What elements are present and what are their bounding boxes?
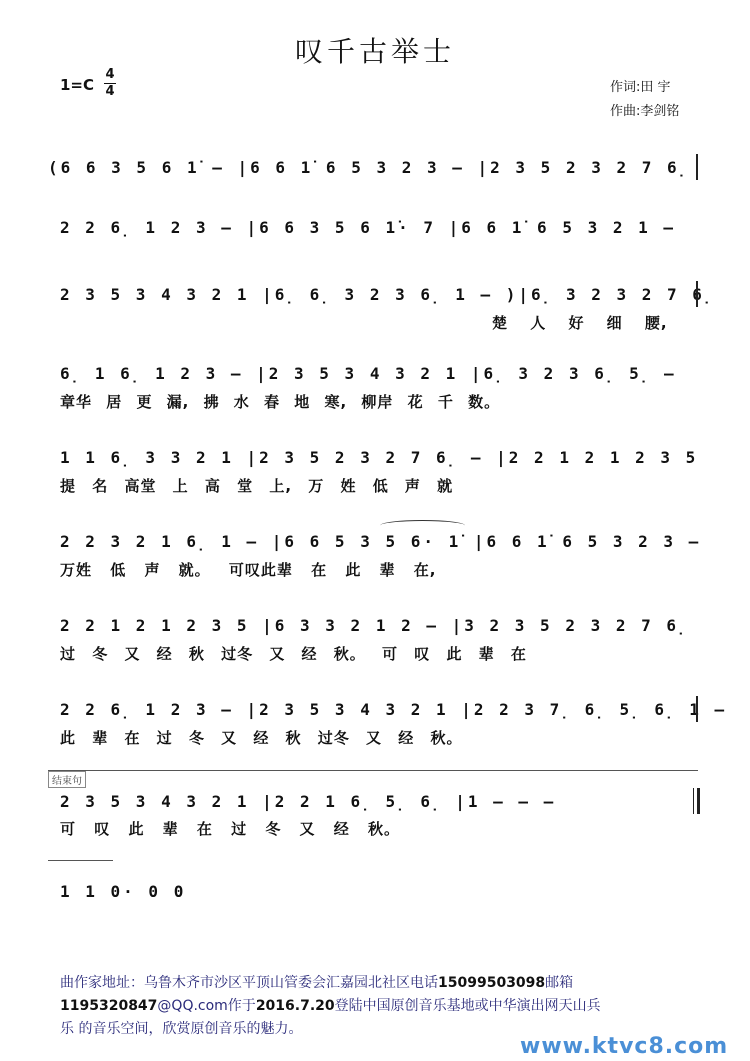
lyricist-credit: 作词:田 宇 bbox=[610, 80, 671, 95]
lyrics-row-8: 此 辈 在 过 冬 又 经 秋 过冬 又 经 秋。 bbox=[60, 729, 463, 747]
composer-credit: 作曲:李剑铭 bbox=[610, 104, 680, 119]
final-barline-thin bbox=[693, 788, 694, 814]
score-row-3: 2 3 5 3 4 3 2 1 |6̣ 6̣ 3 2 3 6̣ 1 – )|6̣ 3 2 3 2 7 6̣ bbox=[60, 285, 715, 304]
ending-bracket-line bbox=[48, 770, 698, 771]
score-row-7: 2 2 1 2 1 2 3 5 |6 3 3 2 1 2 – |3 2 3 5 2 3 2 7 6̣ bbox=[60, 616, 689, 635]
footer-qq: 1195320847 bbox=[60, 998, 158, 1014]
footer-date: 2016.7.20 bbox=[255, 998, 335, 1014]
lyrics-row-3: 楚 人 好 细 腰, bbox=[492, 314, 668, 332]
song-title: 叹千古举士 bbox=[294, 35, 455, 68]
lyrics-row-9: 可 叹 此 辈 在 过 冬 又 经 秋。 bbox=[60, 820, 401, 838]
footer-phone: 15099503098 bbox=[438, 975, 546, 991]
lyrics-row-4: 章华 居 更 漏, 拂 水 春 地 寒, 柳岸 花 千 数。 bbox=[60, 393, 501, 411]
lyrics-row-5: 提 名 高堂 上 高 堂 上, 万 姓 低 声 就 bbox=[60, 477, 454, 495]
site-watermark: www.ktvc8.com bbox=[520, 1034, 729, 1059]
time-signature bbox=[104, 68, 116, 99]
score-row-8: 2 2 6̣ 1 2 3 – |2 3 5 3 4 3 2 1 |2 2 3 7̣ 6̣ 5̣ 6̣ 1 – bbox=[60, 700, 728, 719]
barline bbox=[696, 154, 698, 180]
score-row-1: (6 6 3 5 6 1̇ – |6 6 1̇ 6 5 3 2 3 – |2 3 5 2 3 2 7 6̣ bbox=[48, 158, 690, 177]
score-row-5: 1 1 6̣ 3 3 2 1 |2 3 5 2 3 2 7 6̣ – |2 2 1 2 1 2 3 5 bbox=[60, 448, 699, 467]
lyrics-row-6: 万姓 低 声 就。 可叹此辈 在 此 辈 在, bbox=[60, 561, 437, 579]
footer-line-1 bbox=[60, 972, 573, 992]
lyrics-row-7: 过 冬 又 经 秋 过冬 又 经 秋。 可 叹 此 辈 在 bbox=[60, 645, 527, 663]
key-signature: 1=C bbox=[60, 76, 95, 94]
score-row-4: 6̣ 1 6̣ 1 2 3 – |2 3 5 3 4 3 2 1 |6̣ 3 2 3 6̣ 5̣ – bbox=[60, 364, 677, 383]
footer-email-domain: @QQ.com作于 bbox=[157, 998, 256, 1014]
score-row-6: 2 2 3 2 1 6̣ 1 – |6 6 5 3 5 6· 1̇ |6 6 1̇ 6 5 3 2 3 – bbox=[60, 532, 702, 551]
tie-slur bbox=[380, 520, 465, 531]
ending-label: 结束句 bbox=[48, 771, 86, 788]
footer-line-2 bbox=[60, 995, 601, 1015]
score-row-9: 2 3 5 3 4 3 2 1 |2 2 1 6̣ 5̣ 6̣ |1 – – – bbox=[60, 792, 557, 811]
footer-line-3: 乐 的音乐空间，欣赏原创音乐的魅力。 bbox=[60, 1021, 303, 1037]
time-signature-bottom: 4 bbox=[105, 84, 115, 99]
footer-address: 曲作家地址：乌鲁木齐市沙区平顶山管委会汇嘉园北社区电话 bbox=[60, 975, 438, 991]
score-row-2: 2 2 6̣ 1 2 3 – |6 6 3 5 6 1̇· 7 |6 6 1̇ 6 5 3 2 1 – bbox=[60, 218, 677, 237]
end-repeat-barline bbox=[696, 696, 698, 722]
final-barline-thick bbox=[697, 788, 700, 814]
coda-bracket-line bbox=[48, 860, 113, 861]
footer-email-label: 邮箱 bbox=[545, 975, 574, 991]
footer-site-note: 登陆中国原创音乐基地或中华演出网天山兵 bbox=[334, 998, 601, 1014]
score-row-10: 1 1 0· 0 0 bbox=[60, 882, 187, 901]
barline bbox=[696, 281, 698, 307]
time-signature-top: 4 bbox=[105, 67, 115, 82]
